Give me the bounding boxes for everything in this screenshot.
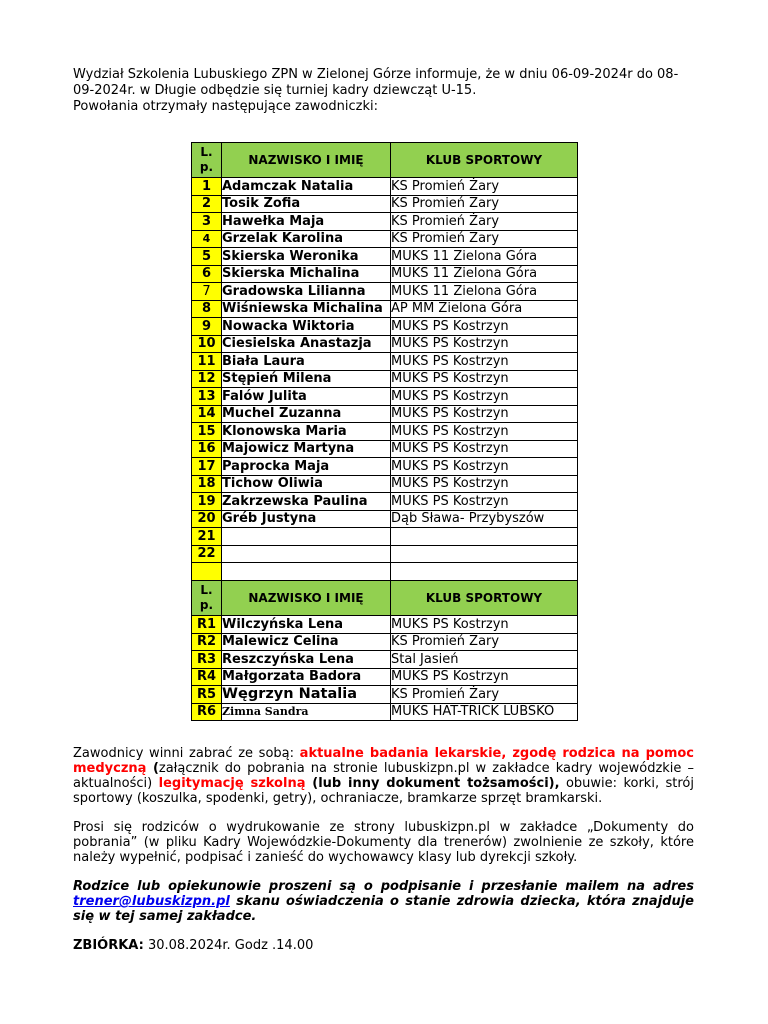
table-row <box>192 405 578 423</box>
row-number: R3 <box>192 651 222 669</box>
table-row <box>192 545 578 563</box>
player-name: Skierska Michalina <box>222 265 391 283</box>
table-row <box>192 651 578 669</box>
club-name: KS Promień Żary <box>391 213 578 231</box>
player-name: Małgorzata Badora <box>222 668 391 686</box>
table-row <box>192 458 578 476</box>
player-name: Malewicz Celina <box>222 633 391 651</box>
club-name: MUKS 11 Zielona Góra <box>391 248 578 266</box>
player-name <box>222 563 391 581</box>
club-name: KS Promień Żary <box>391 633 578 651</box>
table-row <box>192 300 578 318</box>
player-name: Ciesielska Anastazja <box>222 335 391 353</box>
player-name: Węgrzyn Natalia <box>222 686 391 704</box>
table-row <box>192 423 578 441</box>
header-club: KLUB SPORTOWY <box>391 581 578 616</box>
meeting-info <box>73 938 694 953</box>
club-name: Stal Jasień <box>391 651 578 669</box>
club-name: AP MM Zielona Góra <box>391 300 578 318</box>
requirements-paragraph: Zawodnicy winni zabrać ze sobą: aktualne badania lekarskie, zgodę rodzica na pomoc medyczną (załącznik do pobrania na stronie lubuskizpn.pl w zakładce kadry wojewódzkie – aktualności) legitymację szkolną (lub inny dokument tożsamości), obuwie: korki, strój sportowy (koszulka, spodenki, getry), ochraniacze, bramkarze sprzęt bramkarski. <box>73 746 695 806</box>
table-row <box>192 370 578 388</box>
header-name: NAZWISKO I IMIĘ <box>222 581 391 616</box>
club-name: MUKS PS Kostrzyn <box>391 405 578 423</box>
medical-requirement: aktualne badania lekarskie, zgodę rodzica na pomoc medyczną <box>73 746 695 776</box>
header-lp: L. p. <box>192 143 222 178</box>
player-name: Zimna Sandra <box>222 703 391 721</box>
row-number: 19 <box>192 493 222 511</box>
club-name: MUKS PS Kostrzyn <box>391 458 578 476</box>
table-row <box>192 563 578 581</box>
player-name: Paprocka Maja <box>222 458 391 476</box>
table-row <box>192 633 578 651</box>
club-name: MUKS PS Kostrzyn <box>391 370 578 388</box>
club-name: MUKS PS Kostrzyn <box>391 353 578 371</box>
row-number: 5 <box>192 248 222 266</box>
player-name: Hawełka Maja <box>222 213 391 231</box>
row-number: 15 <box>192 423 222 441</box>
reserves-header-row <box>192 581 578 616</box>
table-row <box>192 353 578 371</box>
header-name: NAZWISKO I IMIĘ <box>222 143 391 178</box>
player-name: Reszczyńska Lena <box>222 651 391 669</box>
row-number: 1 <box>192 178 222 196</box>
email-note: Rodzice lub opiekunowie proszeni są o podpisanie i przesłanie mailem na adres trener@lubuskizpn.pl skanu oświadczenia o stanie zdrowia dziecka, która znajduje się w tej samej zakładce. <box>73 879 694 924</box>
player-name <box>222 545 391 563</box>
table-row <box>192 318 578 336</box>
table-row <box>192 178 578 196</box>
player-name: Wiśniewska Michalina <box>222 300 391 318</box>
player-name: Falów Julita <box>222 388 391 406</box>
row-number: 4 <box>192 230 222 248</box>
table-row <box>192 440 578 458</box>
table-row <box>192 510 578 528</box>
player-name: Muchel Zuzanna <box>222 405 391 423</box>
table-row <box>192 335 578 353</box>
player-name: Adamczak Natalia <box>222 178 391 196</box>
header-lp: L. p. <box>192 581 222 616</box>
player-name: Zakrzewska Paulina <box>222 493 391 511</box>
club-name: MUKS PS Kostrzyn <box>391 616 578 634</box>
row-number: 2 <box>192 195 222 213</box>
player-name <box>222 528 391 546</box>
table-row <box>192 248 578 266</box>
club-name: MUKS PS Kostrzyn <box>391 423 578 441</box>
club-name: KS Promień Żary <box>391 686 578 704</box>
table-row <box>192 686 578 704</box>
reserves-table <box>191 580 578 721</box>
school-id-requirement: legitymację szkolną <box>158 776 306 791</box>
table-header-row <box>192 143 578 178</box>
player-name: Skierska Weronika <box>222 248 391 266</box>
club-name: MUKS PS Kostrzyn <box>391 475 578 493</box>
intro-callup: Powołania otrzymały następujące zawodniczki: <box>73 99 378 114</box>
row-number: 22 <box>192 545 222 563</box>
player-name: Tichow Oliwia <box>222 475 391 493</box>
row-number: R4 <box>192 668 222 686</box>
row-number: 11 <box>192 353 222 371</box>
instructions <box>73 746 694 967</box>
parents-note: Prosi się rodziców o wydrukowanie ze strony lubuskizpn.pl w zakładce „Dokumenty do pobrania” (w pliku Kadry Wojewódzkie-Dokumenty dla trenerów) zwolnienie ze szkoły, które należy wypełnić, podpisać i zanieść do wychowawcy klasy lub dyrekcji szkoły. <box>73 820 694 865</box>
club-name: KS Promień Żary <box>391 230 578 248</box>
club-name: MUKS HAT-TRICK LUBSKO <box>391 703 578 721</box>
row-number: 16 <box>192 440 222 458</box>
header-club: KLUB SPORTOWY <box>391 143 578 178</box>
club-name: MUKS PS Kostrzyn <box>391 440 578 458</box>
table-row <box>192 230 578 248</box>
club-name: MUKS PS Kostrzyn <box>391 318 578 336</box>
player-name: Nowacka Wiktoria <box>222 318 391 336</box>
player-name: Wilczyńska Lena <box>222 616 391 634</box>
club-name: KS Promień Żary <box>391 178 578 196</box>
player-name: Gradowska Lilianna <box>222 283 391 301</box>
club-name: MUKS 11 Zielona Góra <box>391 265 578 283</box>
player-name: Majowicz Martyna <box>222 440 391 458</box>
club-name: Dąb Sława- Przybyszów <box>391 510 578 528</box>
row-number: 3 <box>192 213 222 231</box>
player-name: Tosik Zofia <box>222 195 391 213</box>
intro-text <box>73 67 689 115</box>
row-number: 21 <box>192 528 222 546</box>
meeting-label: ZBIÓRKA: <box>73 938 144 953</box>
row-number: 10 <box>192 335 222 353</box>
email-link[interactable]: trener@lubuskizpn.pl <box>73 894 230 909</box>
club-name: MUKS 11 Zielona Góra <box>391 283 578 301</box>
row-number: 18 <box>192 475 222 493</box>
row-number: 20 <box>192 510 222 528</box>
table-row <box>192 616 578 634</box>
row-number <box>192 563 222 581</box>
club-name: MUKS PS Kostrzyn <box>391 388 578 406</box>
table-row <box>192 388 578 406</box>
row-number: 7 <box>192 283 222 301</box>
club-name: MUKS PS Kostrzyn <box>391 335 578 353</box>
row-number: R1 <box>192 616 222 634</box>
club-name <box>391 563 578 581</box>
row-number: R5 <box>192 686 222 704</box>
player-name: Klonowska Maria <box>222 423 391 441</box>
row-number: 12 <box>192 370 222 388</box>
club-name <box>391 545 578 563</box>
table-row <box>192 493 578 511</box>
table-row <box>192 283 578 301</box>
club-name: KS Promień Żary <box>391 195 578 213</box>
row-number: 6 <box>192 265 222 283</box>
row-number: 14 <box>192 405 222 423</box>
club-name <box>391 528 578 546</box>
row-number: 13 <box>192 388 222 406</box>
row-number: R2 <box>192 633 222 651</box>
meeting-value: 30.08.2024r. Godz .14.00 <box>143 938 314 953</box>
intro-announcement: Wydział Szkolenia Lubuskiego ZPN w Zielonej Górze informuje, że w dniu 06-09-2024r do 08-09-2024r. w Długie odbędzie się turniej kadry dziewcząt U-15. <box>73 67 679 98</box>
player-name: Gréb Justyna <box>222 510 391 528</box>
table-row <box>192 213 578 231</box>
row-number: 8 <box>192 300 222 318</box>
club-name: MUKS PS Kostrzyn <box>391 668 578 686</box>
row-number: R6 <box>192 703 222 721</box>
row-number: 17 <box>192 458 222 476</box>
club-name: MUKS PS Kostrzyn <box>391 493 578 511</box>
player-name: Grzelak Karolina <box>222 230 391 248</box>
table-row <box>192 668 578 686</box>
player-name: Biała Laura <box>222 353 391 371</box>
players-table <box>191 142 578 581</box>
table-row <box>192 528 578 546</box>
row-number: 9 <box>192 318 222 336</box>
table-row <box>192 195 578 213</box>
table-row <box>192 265 578 283</box>
table-row <box>192 703 578 721</box>
table-row <box>192 475 578 493</box>
player-name: Stępień Milena <box>222 370 391 388</box>
